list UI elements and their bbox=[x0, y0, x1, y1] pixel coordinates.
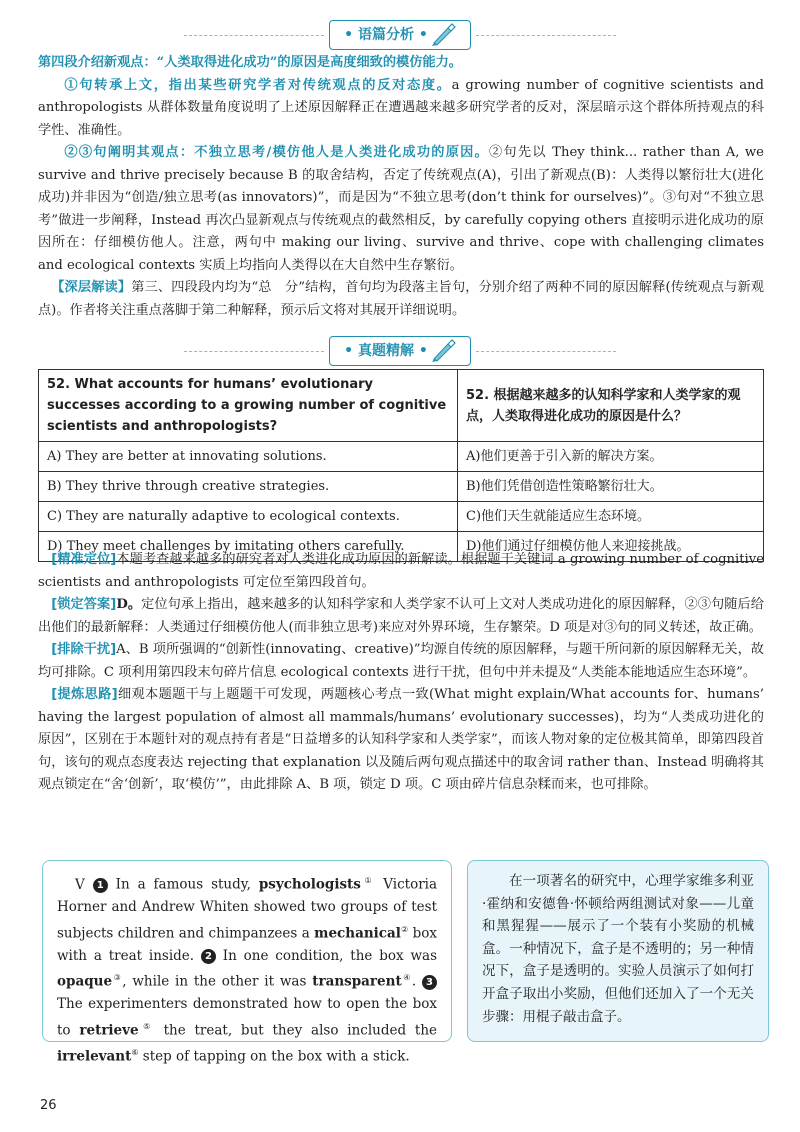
question-row bbox=[39, 370, 764, 442]
page-number: 26 bbox=[40, 1098, 57, 1113]
analysis-p3 bbox=[38, 142, 764, 277]
passage-text: the treat, but they also included the bbox=[163, 1022, 438, 1039]
analysis-p3-head: ②③句阐明其观点：不独立思考/模仿他人是人类进化成功的原因。 bbox=[64, 145, 489, 160]
passage-text: , while in the other it was bbox=[122, 973, 307, 990]
passage-chinese-text: 在一项著名的研究中，心理学家维多利亚·霍纳和安德鲁·怀顿给两组测试对象——儿童和黑猩猩——展示了一个装有小奖励的机械盒。一种情况下，盒子是不透明的；另一种情况下，盒子是透明的。实验人员演示了如何打开盒子取出小奖励，但他们还加入了一个无关步骤：用棍子敲击盒子。 bbox=[482, 873, 754, 1025]
explanation-block bbox=[38, 549, 764, 797]
section-title-analysis bbox=[0, 20, 800, 48]
passage-english-text bbox=[57, 870, 437, 1068]
option-a-zh: A)他们更善于引入新的解决方案。 bbox=[458, 442, 764, 472]
sentence-number: 3 bbox=[422, 975, 437, 990]
question-zh: 52. 根据越来越多的认知科学家和人类学家的观点，人类取得进化成功的原因是什么？ bbox=[458, 370, 764, 442]
vocab-word: psychologists bbox=[258, 876, 361, 893]
analysis-p1: 第四段介绍新观点：“人类取得进化成功”的原因是高度细致的模仿能力。 bbox=[38, 55, 462, 70]
option-a-en: A) They are better at innovating solutions. bbox=[39, 442, 458, 472]
analysis-p4-body: 第三、四段段内均为“总 分”结构，首句均为段落主旨句，分别介绍了两种不同的原因解释(传统观点与新观点)。作者将关注重点落脚于第二种解释，预示后文将对其展开详细说明。 bbox=[38, 280, 764, 318]
footnote-mark: ③ bbox=[112, 973, 123, 983]
vocab-word: opaque bbox=[57, 973, 113, 990]
passage-text: In a famous study, bbox=[115, 876, 251, 893]
option-row bbox=[39, 442, 764, 472]
analysis-p3-body: ②句先以 They think... rather than A, we survive and thrive precisely because B 的取舍结构，否定了传统观点(A)，引出了新观点(B)：人类得以繁衍壮大(进化成功)并非因为“创造/独立思考(as innovators)”，而是因为“不独立思考(don’t think for ourselves)”。③句对“不独立思考”做进一步阐释，Instead 再次凸显新观点与传统观点的截然相反，by carefully copying others 直接明示进化成功的原因所在：仔细模仿他人。注意，两句中 making our living、survive and thrive、cope with challenging climates and ecological contexts 实质上均指向人类得以在大自然中生存繁衍。 bbox=[38, 145, 764, 273]
passage-text: step of tapping on the box with a stick. bbox=[142, 1048, 410, 1065]
analysis-p2 bbox=[38, 75, 764, 143]
passage-text: Victoria Horner and Andrew Whiten showed two groups of test subjects children and chimpanzees a bbox=[57, 876, 438, 942]
footnote-mark: ④ bbox=[401, 973, 412, 983]
explain-summary bbox=[38, 684, 764, 797]
locate-body: 本题考查越来越多的研究者对人类进化成功原因的新解读。根据题干关键词 a growing number of cognitive scientists and anthropologists 可定位至第四段首句。 bbox=[38, 552, 764, 590]
analysis-p2-body: a growing number of cognitive scientists and anthropologists 从群体数量角度说明了上述原因解释正在遭遇越来越多研究学者的反对，深层暗示这个群体所持观点的科学性、准确性。 bbox=[38, 77, 764, 138]
footnote-mark: ① bbox=[360, 876, 376, 885]
option-d-en: D) They meet challenges by imitating others carefully. bbox=[39, 532, 458, 562]
option-c-en: C) They are naturally adaptive to ecological contexts. bbox=[39, 502, 458, 532]
question-en: 52. What accounts for humans’ evolutionary successes according to a growing number of cognitive scientists and anthropologists? bbox=[39, 370, 458, 442]
analysis-p2-head: ①句转承上文，指出某些研究学者对传统观点的反对态度。 bbox=[64, 77, 452, 93]
passage-english-box bbox=[42, 860, 452, 1065]
passage-text: . bbox=[411, 973, 417, 990]
passage-label: V bbox=[75, 876, 85, 893]
sentence-number: 1 bbox=[93, 878, 108, 893]
deep-reading-tag: 【深层解读】 bbox=[51, 280, 132, 295]
option-row bbox=[39, 472, 764, 502]
exclude-body: A、B 项所强调的“创新性(innovating、creative)”均源自传统的原因解释，与题干所问新的原因解释无关，故均可排除。C 项利用第四段末句碎片信息 ecological contexts 进行干扰，但句中并未提及“人类能本能地适应生态环境”。 bbox=[38, 642, 764, 680]
option-b-zh: B)他们凭借创造性策略繁衍壮大。 bbox=[458, 472, 764, 502]
vocab-word: transparent bbox=[312, 973, 402, 990]
passage-text: The experimenters demonstrated how to open the box to bbox=[57, 996, 437, 1039]
option-c-zh: C)他们天生就能适应生态环境。 bbox=[458, 502, 764, 532]
passage-text: box with a treat inside. bbox=[57, 925, 438, 964]
passage-text: In one condition, the box was bbox=[222, 947, 438, 964]
option-row bbox=[39, 502, 764, 532]
answer-letter: D。 bbox=[116, 597, 142, 612]
summary-body: 细观本题题干与上题题干可发现，两题核心考点一致(What might explain/What accounts for、humans’ having the largest population of almost all mammals/humans’ evolutionary successes)，均为“人类成功进化的原因”，区别在于本题针对的观点持有者是“日益增多的认知科学家和人类学家”，而该人物对象的定位极其简单，即第四段首句，该句的观点态度表达 rejecting that explanation 以及随后两句观点描述中的取舍词 rather than、Instead 明确将其观点锁定在“舍‘创新’，取‘模仿’”，由此排除 A、B 项，锁定 D 项。C 项由碎片信息杂糅而来，也可排除。 bbox=[38, 687, 764, 792]
exclude-tag: [排除干扰] bbox=[51, 642, 117, 657]
vocab-word: mechanical bbox=[314, 925, 401, 942]
answer-body: 定位句承上指出，越来越多的认知科学家和人类学家不认可上文对人类成功进化的原因解释，②③句随后给出他们的最新解释：人类通过仔细模仿他人(而非独立思考)来应对外界环境，生存繁荣。D 项是对③句的同义转述，故正确。 bbox=[38, 597, 764, 635]
section-title-text: • 语篇分析 • bbox=[344, 27, 428, 43]
explain-exclude bbox=[38, 639, 764, 684]
summary-tag: [提炼思路] bbox=[51, 687, 118, 702]
section-title-exam bbox=[0, 336, 800, 364]
option-b-en: B) They thrive through creative strategies. bbox=[39, 472, 458, 502]
passage-chinese-box bbox=[467, 860, 769, 1042]
vocab-word: irrelevant bbox=[57, 1048, 132, 1065]
locate-tag: [精准定位] bbox=[51, 552, 117, 567]
pen-icon bbox=[430, 339, 456, 363]
sentence-number: 2 bbox=[201, 949, 216, 964]
answer-tag: [锁定答案] bbox=[51, 597, 117, 612]
section-title-text: • 真题精解 • bbox=[344, 343, 428, 359]
question-table bbox=[38, 369, 764, 562]
option-d-zh: D)他们通过仔细模仿他人来迎接挑战。 bbox=[458, 532, 764, 562]
pen-icon bbox=[430, 23, 456, 47]
analysis-block bbox=[38, 52, 764, 322]
explain-answer bbox=[38, 594, 764, 639]
vocab-word: retrieve bbox=[79, 1022, 139, 1039]
analysis-p4 bbox=[38, 277, 764, 322]
footnote-mark: ② bbox=[400, 924, 409, 934]
explain-locate bbox=[38, 549, 764, 594]
footnote-mark: ⑤ bbox=[138, 1022, 155, 1032]
footnote-mark: ⑥ bbox=[131, 1048, 139, 1058]
